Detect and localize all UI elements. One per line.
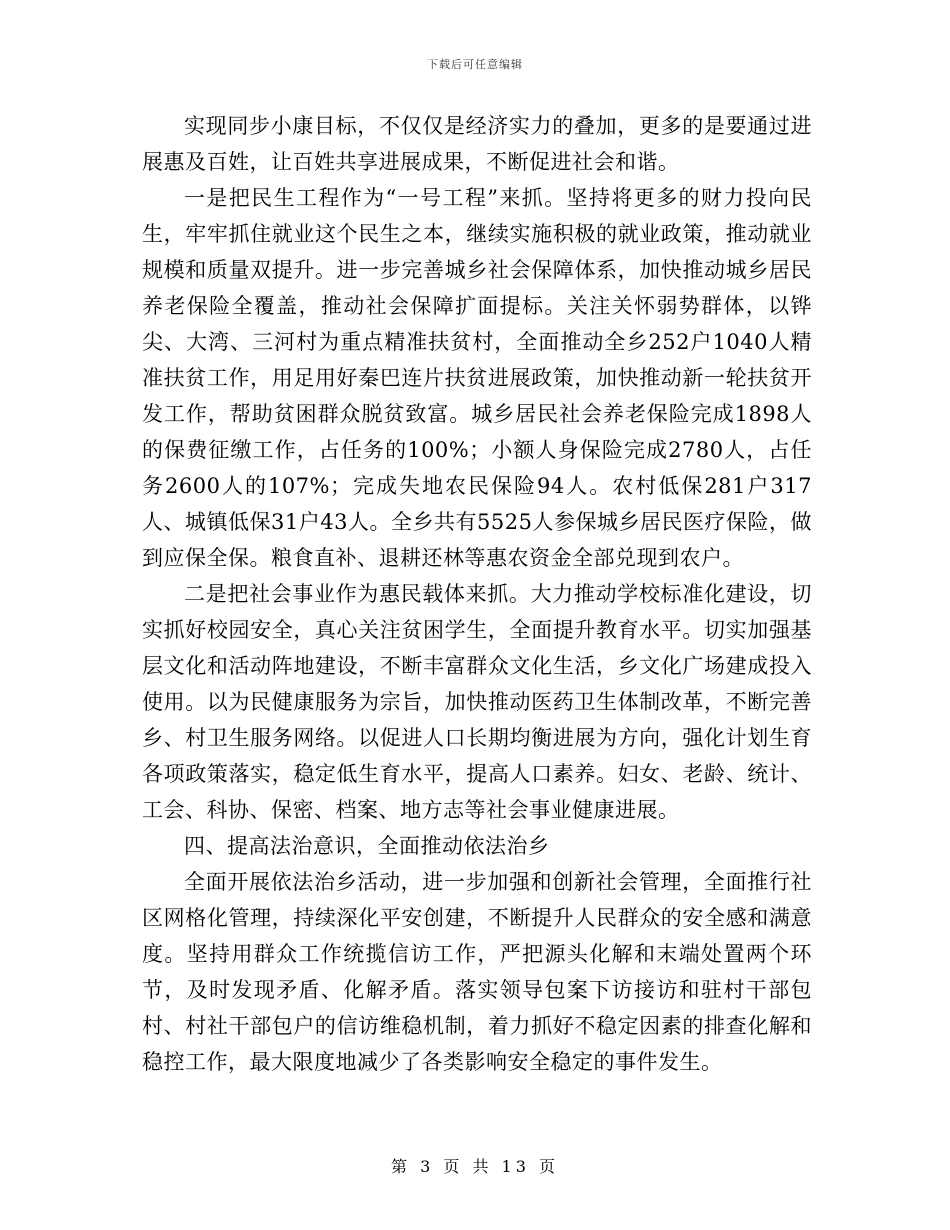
paragraph-social-affairs: 二是把社会事业作为惠民载体来抓。大力推动学校标准化建设，切实抓好校园安全，真心关注贫困学生，全面提升教育水平。切实加强基层文化和活动阵地建设，不断丰富群众文化生活，乡文化广场建成投入使用。以为民健康服务为宗旨，加快推动医药卫生体制改革，不断完善乡、村卫生服务网络。以促进人口长期均衡进展为方向，强化计划生育各项政策落实，稳定低生育水平，提高人口素养。妇女、老龄、统计、工会、科协、保密、档案、地方志等社会事业健康进展。: [142, 582, 812, 822]
paragraph-livelihood: 一是把民生工程作为“一号工程”来抓。坚持将更多的财力投向民生，牢牢抓住就业这个民生之本，继续实施积极的就业政策，推动就业规模和质量双提升。进一步完善城乡社会保障体系，加快推动城乡居民养老保险全覆盖，推动社会保障扩面提标。关注关怀弱势群体，以铧尖、大湾、三河村为重点精准扶贫村，全面推动全乡252户1040人精准扶贫工作，用足用好秦巴连片扶贫进展政策，加快推动新一轮扶贫开发工作，帮助贫困群众脱贫致富。城乡居民社会养老保险完成1898人的保费征缴工作，占任务的100%；小额人身保险完成2780人，占任务2600人的107%；完成失地农民保险94人。农村低保281户317人、城镇低保31户43人。全乡共有5525人参保城乡居民医疗保险，做到应保全保。粮食直补、退耕还林等惠农资金全部兑现到农户。: [142, 186, 812, 570]
page-header: 下载后可任意编辑: [427, 58, 523, 71]
paragraph-rule-of-law: 全面开展依法治乡活动，进一步加强和创新社会管理，全面推行社区网格化管理，持续深化平安创建，不断提升人民群众的安全感和满意度。坚持用群众工作统揽信访工作，严把源头化解和末端处置两个环节，及时发现矛盾、化解矛盾。落实领导包案下访接访和驻村干部包村、村社干部包户的信访维稳机制，着力抓好不稳定因素的排查化解和稳控工作，最大限度地减少了各类影响安全稳定的事件发生。: [142, 870, 812, 1074]
paragraph-intro: 实现同步小康目标，不仅仅是经济实力的叠加，更多的是要通过进展惠及百姓，让百姓共享进展成果，不断促进社会和谐。: [142, 114, 812, 174]
document-body: [142, 108, 812, 1080]
section-heading-rule-of-law: 四、提高法治意识，全面推动依法治乡: [184, 834, 550, 858]
page-footer: 第 3 页 共 13 页: [391, 1157, 559, 1176]
